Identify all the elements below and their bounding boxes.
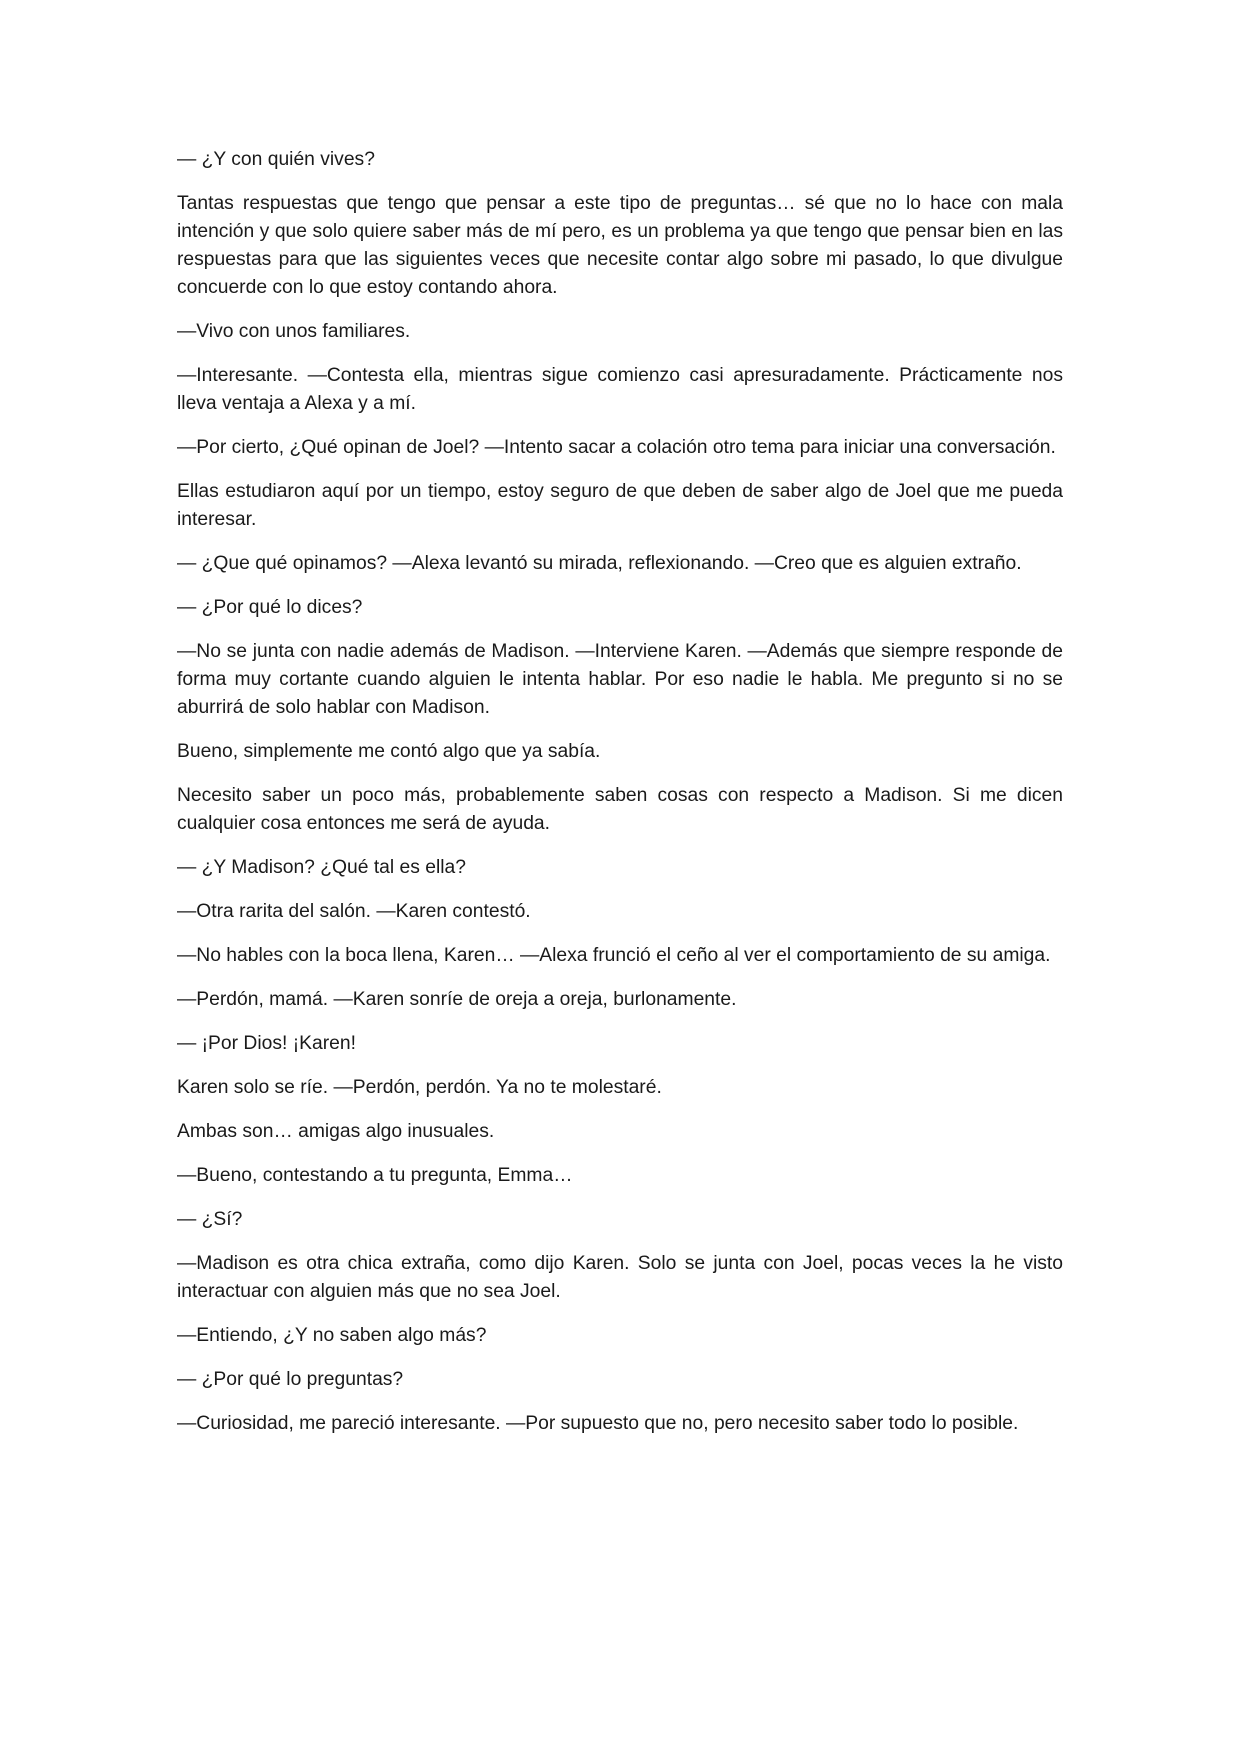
paragraph: —Entiendo, ¿Y no saben algo más? [177,1325,487,1346]
paragraph: — ¿Por qué lo preguntas? [177,1369,404,1390]
paragraph: Bueno, simplemente me contó algo que ya sabía. [177,741,601,762]
paragraph: Ambas son… amigas algo inusuales. [177,1121,495,1142]
paragraph: — ¿Y Madison? ¿Qué tal es ella? [177,857,467,878]
paragraph: — ¿Y con quién vives? [177,149,375,170]
paragraph: Ellas estudiaron aquí por un tiempo, estoy seguro de que deben de saber algo de Joel que me pueda interesar. [177,481,1063,530]
paragraph: —Otra rarita del salón. —Karen contestó. [177,901,531,922]
paragraph: Tantas respuestas que tengo que pensar a este tipo de preguntas… sé que no lo hace con mala intención y que solo quiere saber más de mí pero, es un problema ya que tengo que pensar bien en las respuestas para que las siguientes veces que necesite contar algo sobre mi pasado, lo que divulgue concuerde con lo que estoy contando ahora. [177,193,1063,298]
paragraph: —Interesante. —Contesta ella, mientras sigue comienzo casi apresuradamente. Prácticamente nos lleva ventaja a Alexa y a mí. [177,365,1063,414]
paragraph: —Madison es otra chica extraña, como dijo Karen. Solo se junta con Joel, pocas veces la he visto interactuar con alguien más que no sea Joel. [177,1253,1063,1302]
paragraph: —Curiosidad, me pareció interesante. —Por supuesto que no, pero necesito saber todo lo posible. [177,1413,1019,1434]
paragraph: —No hables con la boca llena, Karen… —Alexa frunció el ceño al ver el comportamiento de su amiga. [177,945,1051,966]
paragraph: Necesito saber un poco más, probablemente saben cosas con respecto a Madison. Si me dicen cualquier cosa entonces me será de ayuda. [177,785,1063,834]
paragraph: — ¿Que qué opinamos? —Alexa levantó su mirada, reflexionando. —Creo que es alguien extraño. [177,553,1022,574]
paragraph: —Vivo con unos familiares. [177,321,411,342]
document-body [177,146,1063,1454]
paragraph: — ¡Por Dios! ¡Karen! [177,1033,356,1054]
paragraph: —Perdón, mamá. —Karen sonríe de oreja a oreja, burlonamente. [177,989,737,1010]
paragraph: —Bueno, contestando a tu pregunta, Emma… [177,1165,573,1186]
paragraph: —No se junta con nadie además de Madison. —Interviene Karen. —Además que siempre responde de forma muy cortante cuando alguien le intenta hablar. Por eso nadie le habla. Me pregunto si no se aburrirá de solo hablar con Madison. [177,641,1063,718]
paragraph: —Por cierto, ¿Qué opinan de Joel? —Intento sacar a colación otro tema para iniciar una conversación. [177,437,1056,458]
paragraph: — ¿Sí? [177,1209,243,1230]
paragraph: — ¿Por qué lo dices? [177,597,363,618]
paragraph: Karen solo se ríe. —Perdón, perdón. Ya no te molestaré. [177,1077,662,1098]
